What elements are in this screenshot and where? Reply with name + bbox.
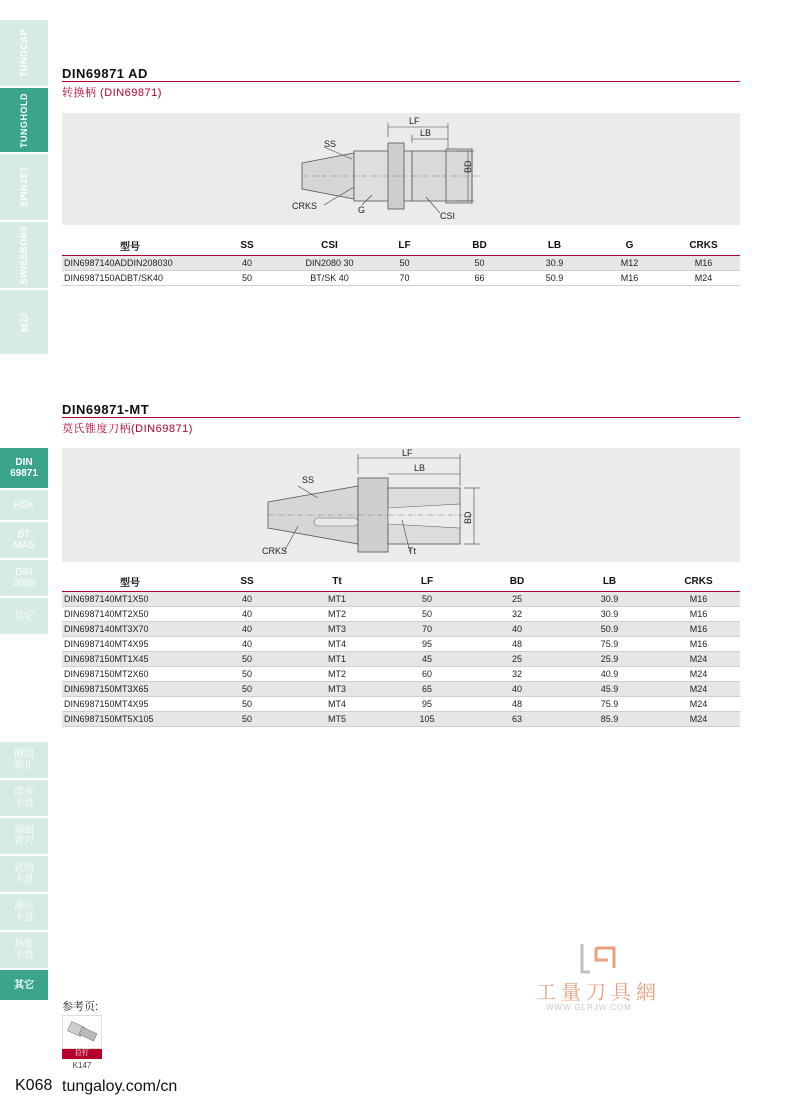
cell-tt: MT3 bbox=[292, 682, 382, 697]
cell-bd: 25 bbox=[472, 592, 562, 607]
cell-model: DIN6987140MT1X50 bbox=[62, 592, 202, 607]
cell-lb: 75.9 bbox=[562, 637, 657, 652]
label-lb: LB bbox=[414, 463, 426, 473]
tab-other-top[interactable] bbox=[0, 290, 48, 354]
cell-model: DIN6987140MT3X70 bbox=[62, 622, 202, 637]
cell-crks: M16 bbox=[667, 256, 740, 271]
label-lb: LB bbox=[420, 128, 432, 138]
cell-tt: MT3 bbox=[292, 622, 382, 637]
cell-bd: 40 bbox=[472, 682, 562, 697]
col-model: 型号 bbox=[120, 242, 140, 253]
table-row bbox=[62, 637, 740, 652]
label-bd: BD bbox=[463, 160, 473, 173]
cell-lf: 60 bbox=[382, 667, 472, 682]
section2-subtitle: 莫氏锥度刀柄(DIN69871) bbox=[62, 423, 193, 435]
cell-tt: MT2 bbox=[292, 667, 382, 682]
cell-lf: 105 bbox=[382, 712, 472, 727]
cell-bd: 32 bbox=[472, 667, 562, 682]
watermark-text: 工量刀具網 bbox=[536, 980, 661, 1004]
tab-label: SPINJET bbox=[19, 166, 29, 208]
col-lb: LB bbox=[547, 240, 562, 251]
tab-hydraulic-chuck[interactable]: 液压 卡盘 bbox=[0, 894, 48, 930]
section2-title: DIN69871-MT bbox=[62, 402, 150, 417]
cell-lf: 95 bbox=[382, 697, 472, 712]
label-lf: LF bbox=[402, 448, 413, 458]
table-row bbox=[62, 697, 740, 712]
col-lf: LF bbox=[398, 240, 411, 251]
col-g: G bbox=[625, 240, 634, 251]
tab-din69871[interactable]: DIN 69871 bbox=[0, 448, 48, 488]
cell-model: DIN6987150MT4X95 bbox=[62, 697, 202, 712]
cell-lb: 40.9 bbox=[562, 667, 657, 682]
section1-table bbox=[62, 238, 740, 286]
cell-ss: 40 bbox=[202, 592, 292, 607]
cell-ss: 40 bbox=[202, 637, 292, 652]
label-crks: CRKS bbox=[262, 546, 288, 556]
cell-model: DIN6987140MT4X95 bbox=[62, 637, 202, 652]
cell-crks: M24 bbox=[657, 697, 740, 712]
cell-ss: 50 bbox=[202, 682, 292, 697]
tab-other-bottom[interactable]: 其它 bbox=[0, 970, 48, 1000]
cell-crks: M24 bbox=[657, 652, 740, 667]
mt-holder-drawing bbox=[62, 448, 740, 562]
cell-bd: 50 bbox=[442, 256, 517, 271]
cell-lf: 50 bbox=[382, 592, 472, 607]
pull-stud-icon bbox=[63, 1016, 103, 1050]
label-bd: BD bbox=[463, 511, 473, 524]
footer-site-link[interactable]: tungaloy.com/cn bbox=[62, 1078, 178, 1095]
cell-model: DIN6987140MT2X50 bbox=[62, 607, 202, 622]
tab-din2080[interactable]: DIN 2080 bbox=[0, 560, 48, 596]
cell-lf: 95 bbox=[382, 637, 472, 652]
col-bd: BD bbox=[472, 240, 487, 251]
cell-g: M16 bbox=[592, 271, 667, 286]
tab-label: TUNGCAP bbox=[19, 29, 29, 77]
tab-face-mill[interactable]: 端面 铣刀 bbox=[0, 818, 48, 854]
tab-shrink-chuck[interactable]: 热胀 卡盘 bbox=[0, 932, 48, 968]
table-row bbox=[62, 652, 740, 667]
cell-lb: 45.9 bbox=[562, 682, 657, 697]
col-tt: Tt bbox=[332, 576, 342, 587]
col-ss: SS bbox=[240, 240, 254, 251]
tab-swissbore[interactable] bbox=[0, 222, 48, 288]
col-lb: LB bbox=[602, 576, 617, 587]
cell-crks: M16 bbox=[657, 637, 740, 652]
cell-crks: M24 bbox=[657, 682, 740, 697]
tab-label: SWISSBORE bbox=[19, 225, 29, 285]
cell-bd: 48 bbox=[472, 697, 562, 712]
cell-crks: M24 bbox=[657, 667, 740, 682]
section1-rule bbox=[62, 81, 740, 82]
cell-crks: M16 bbox=[657, 592, 740, 607]
page-number: K068 bbox=[15, 1077, 53, 1094]
label-csi: CSI bbox=[440, 211, 456, 221]
cell-bd: 63 bbox=[472, 712, 562, 727]
cell-bd: 25 bbox=[472, 652, 562, 667]
cell-model: DIN6987150ADBT/SK40 bbox=[62, 271, 202, 286]
cell-bd: 66 bbox=[442, 271, 517, 286]
cell-lb: 25.9 bbox=[562, 652, 657, 667]
table-row bbox=[62, 712, 740, 727]
cell-lf: 50 bbox=[367, 256, 442, 271]
table-row bbox=[62, 271, 740, 286]
col-lf: LF bbox=[420, 576, 434, 587]
section2-rule bbox=[62, 417, 740, 418]
cell-tt: MT1 bbox=[292, 652, 382, 667]
table-row bbox=[62, 667, 740, 682]
table-row bbox=[62, 622, 740, 637]
cell-lb: 85.9 bbox=[562, 712, 657, 727]
cell-g: M12 bbox=[592, 256, 667, 271]
watermark-logo-icon bbox=[578, 942, 626, 979]
tab-milling-chuck[interactable]: 铣削 卡盘 bbox=[0, 856, 48, 892]
section1-title: DIN69871 AD bbox=[62, 66, 148, 81]
adapter-drawing bbox=[62, 113, 740, 225]
reference-tag: 拉钉 bbox=[62, 1049, 102, 1059]
label-ss: SS bbox=[302, 475, 315, 485]
label-ss: SS bbox=[324, 139, 337, 149]
cell-lf: 65 bbox=[382, 682, 472, 697]
tab-hsk[interactable]: HSK bbox=[0, 490, 48, 520]
cell-csi: DIN2080 30 bbox=[292, 256, 367, 271]
cell-model: DIN6987150MT2X60 bbox=[62, 667, 202, 682]
cell-tt: MT1 bbox=[292, 592, 382, 607]
tab-tungcap[interactable] bbox=[0, 20, 48, 86]
cell-lf: 45 bbox=[382, 652, 472, 667]
cell-model: DIN6987150MT1X45 bbox=[62, 652, 202, 667]
cell-crks: M16 bbox=[657, 622, 740, 637]
label-lf: LF bbox=[409, 116, 420, 126]
tab-tunghold[interactable] bbox=[0, 88, 48, 152]
table-row bbox=[62, 256, 740, 271]
label-tt: Tt bbox=[408, 546, 416, 556]
col-crks: CRKS bbox=[689, 240, 718, 251]
cell-ss: 50 bbox=[202, 652, 292, 667]
cell-ss: 50 bbox=[202, 697, 292, 712]
reference-thumbnail[interactable] bbox=[62, 1015, 102, 1049]
label-g: G bbox=[358, 205, 366, 215]
table-header-row bbox=[62, 574, 740, 592]
cell-ss: 50 bbox=[202, 271, 292, 286]
table-row bbox=[62, 607, 740, 622]
col-ss: SS bbox=[240, 576, 254, 587]
tab-spinjet[interactable] bbox=[0, 154, 48, 220]
cell-csi: BT/SK 40 bbox=[292, 271, 367, 286]
cell-lb: 50.9 bbox=[517, 271, 592, 286]
reference-code[interactable]: K147 bbox=[72, 1061, 92, 1070]
table-header-row bbox=[62, 238, 740, 256]
tab-side-lock[interactable]: 侧固 锁止 bbox=[0, 742, 48, 778]
label-crks: CRKS bbox=[292, 201, 318, 211]
cell-ss: 40 bbox=[202, 256, 292, 271]
cell-tt: MT5 bbox=[292, 712, 382, 727]
cell-bd: 48 bbox=[472, 637, 562, 652]
section2-diagram bbox=[62, 448, 740, 562]
table-row bbox=[62, 682, 740, 697]
cell-lf: 50 bbox=[382, 607, 472, 622]
col-bd: BD bbox=[509, 576, 525, 587]
cell-lb: 30.9 bbox=[517, 256, 592, 271]
cell-model: DIN6987150MT5X105 bbox=[62, 712, 202, 727]
cell-tt: MT4 bbox=[292, 637, 382, 652]
section1-subtitle: 转换柄 (DIN69871) bbox=[62, 87, 162, 99]
cell-ss: 40 bbox=[202, 607, 292, 622]
col-crks: CRKS bbox=[684, 576, 713, 587]
cell-ss: 50 bbox=[202, 667, 292, 682]
cell-model: DIN6987150MT3X65 bbox=[62, 682, 202, 697]
cell-tt: MT4 bbox=[292, 697, 382, 712]
col-csi: CSI bbox=[321, 240, 338, 251]
cell-tt: MT2 bbox=[292, 607, 382, 622]
cell-model: DIN6987140ADDIN208030 bbox=[62, 256, 202, 271]
cell-lb: 30.9 bbox=[562, 607, 657, 622]
cell-ss: 50 bbox=[202, 712, 292, 727]
cell-crks: M24 bbox=[657, 712, 740, 727]
cell-lf: 70 bbox=[382, 622, 472, 637]
reference-label: 参考页: bbox=[62, 1001, 99, 1013]
section1-diagram bbox=[62, 113, 740, 225]
col-model: 型号 bbox=[120, 578, 140, 589]
cell-lb: 75.9 bbox=[562, 697, 657, 712]
table-row bbox=[62, 592, 740, 607]
watermark-url: WWW.GLRJW.COM bbox=[546, 1003, 632, 1012]
tab-label: 其它 bbox=[19, 312, 30, 332]
tab-bt-mas[interactable]: BT MAS bbox=[0, 522, 48, 558]
cell-crks: M16 bbox=[657, 607, 740, 622]
cell-ss: 40 bbox=[202, 622, 292, 637]
tab-label: TUNGHOLD bbox=[19, 92, 29, 148]
section2-table bbox=[62, 574, 740, 727]
cell-lf: 70 bbox=[367, 271, 442, 286]
cell-lb: 50.9 bbox=[562, 622, 657, 637]
tab-other-mid[interactable]: 其它 bbox=[0, 598, 48, 634]
cell-bd: 40 bbox=[472, 622, 562, 637]
cell-crks: M24 bbox=[667, 271, 740, 286]
tab-collet-chuck[interactable]: 筒夹 卡盘 bbox=[0, 780, 48, 816]
cell-lb: 30.9 bbox=[562, 592, 657, 607]
cell-bd: 32 bbox=[472, 607, 562, 622]
